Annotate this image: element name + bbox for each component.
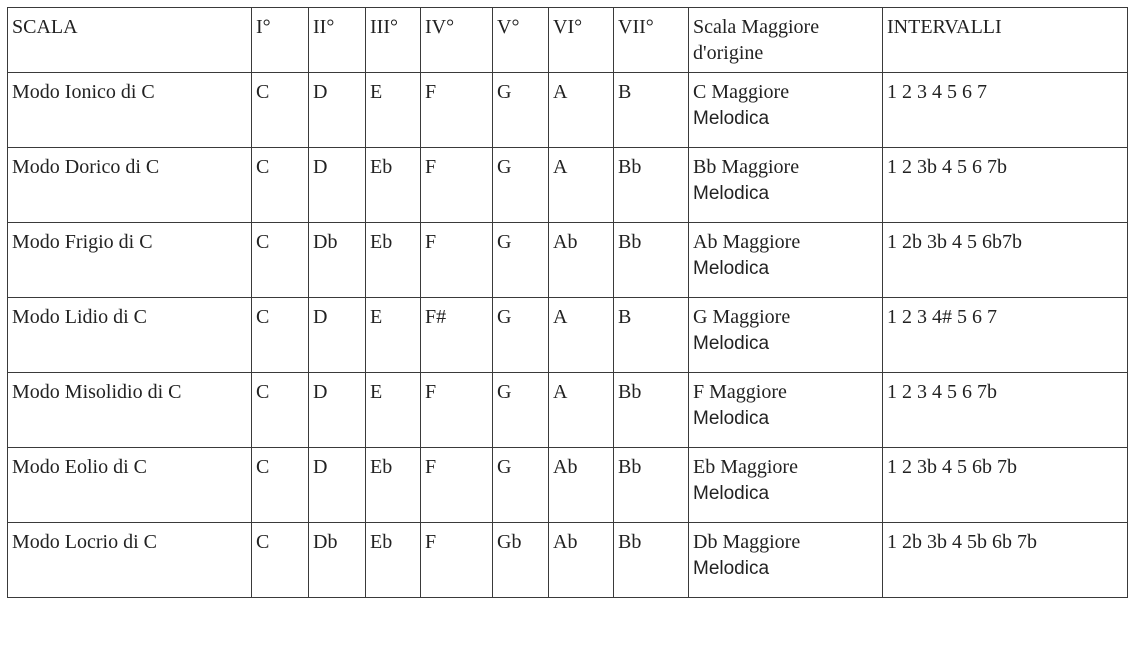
intervals: 1 2b 3b 4 5 6b7b	[883, 223, 1128, 298]
origin-key: Bb Maggiore	[693, 156, 800, 178]
note-degree-4: F	[421, 373, 493, 448]
table-row	[8, 373, 1128, 448]
modes-table	[7, 7, 1128, 598]
note-degree-6: A	[549, 73, 614, 148]
header-degree-5: V°	[493, 8, 549, 73]
origin-scale	[689, 523, 883, 598]
note-degree-1: C	[252, 298, 309, 373]
origin-type: Melodica	[693, 108, 770, 129]
note-degree-2: Db	[309, 523, 366, 598]
note-degree-4: F	[421, 448, 493, 523]
intervals: 1 2 3 4 5 6 7	[883, 73, 1128, 148]
note-degree-2: D	[309, 448, 366, 523]
note-degree-3: Eb	[366, 148, 421, 223]
note-degree-6: A	[549, 148, 614, 223]
note-degree-1: C	[252, 523, 309, 598]
note-degree-5: G	[493, 448, 549, 523]
note-degree-7: Bb	[614, 223, 689, 298]
note-degree-6: A	[549, 373, 614, 448]
origin-scale	[689, 298, 883, 373]
origin-type: Melodica	[693, 183, 770, 204]
note-degree-2: Db	[309, 223, 366, 298]
origin-type: Melodica	[693, 483, 770, 504]
origin-key: Db Maggiore	[693, 531, 801, 553]
header-row	[8, 8, 1128, 73]
origin-type: Melodica	[693, 558, 770, 579]
origin-type: Melodica	[693, 408, 770, 429]
note-degree-5: G	[493, 373, 549, 448]
note-degree-7: Bb	[614, 523, 689, 598]
note-degree-6: Ab	[549, 523, 614, 598]
note-degree-2: D	[309, 73, 366, 148]
note-degree-7: B	[614, 73, 689, 148]
origin-scale	[689, 223, 883, 298]
header-degree-1: I°	[252, 8, 309, 73]
header-degree-4: IV°	[421, 8, 493, 73]
origin-type: Melodica	[693, 333, 770, 354]
note-degree-3: E	[366, 298, 421, 373]
origin-scale	[689, 373, 883, 448]
note-degree-1: C	[252, 373, 309, 448]
note-degree-1: C	[252, 148, 309, 223]
note-degree-7: B	[614, 298, 689, 373]
note-degree-3: Eb	[366, 223, 421, 298]
header-degree-3: III°	[366, 8, 421, 73]
mode-name: Modo Lidio di C	[8, 298, 252, 373]
note-degree-1: C	[252, 73, 309, 148]
note-degree-5: G	[493, 73, 549, 148]
header-origin-line1: Scala Maggiore	[693, 16, 820, 38]
origin-key: C Maggiore	[693, 81, 790, 103]
table-row	[8, 148, 1128, 223]
note-degree-3: Eb	[366, 448, 421, 523]
header-scala: SCALA	[8, 8, 252, 73]
note-degree-7: Bb	[614, 448, 689, 523]
header-degree-7: VII°	[614, 8, 689, 73]
mode-name: Modo Frigio di C	[8, 223, 252, 298]
note-degree-5: G	[493, 148, 549, 223]
note-degree-3: E	[366, 373, 421, 448]
intervals: 1 2 3b 4 5 6b 7b	[883, 448, 1128, 523]
intervals: 1 2b 3b 4 5b 6b 7b	[883, 523, 1128, 598]
table-row	[8, 523, 1128, 598]
mode-name: Modo Locrio di C	[8, 523, 252, 598]
header-intervals: INTERVALLI	[883, 8, 1128, 73]
note-degree-6: Ab	[549, 448, 614, 523]
header-origin-line2: d'origine	[693, 42, 764, 64]
table-row	[8, 223, 1128, 298]
note-degree-4: F	[421, 148, 493, 223]
note-degree-7: Bb	[614, 373, 689, 448]
table-body	[8, 8, 1128, 598]
intervals: 1 2 3 4# 5 6 7	[883, 298, 1128, 373]
mode-name: Modo Misolidio di C	[8, 373, 252, 448]
note-degree-2: D	[309, 148, 366, 223]
table-row	[8, 298, 1128, 373]
note-degree-2: D	[309, 373, 366, 448]
origin-key: F Maggiore	[693, 381, 787, 403]
header-origin-scale	[689, 8, 883, 73]
note-degree-6: A	[549, 298, 614, 373]
note-degree-5: G	[493, 298, 549, 373]
note-degree-7: Bb	[614, 148, 689, 223]
origin-scale	[689, 148, 883, 223]
note-degree-4: F	[421, 523, 493, 598]
origin-key: G Maggiore	[693, 306, 791, 328]
note-degree-1: C	[252, 448, 309, 523]
note-degree-1: C	[252, 223, 309, 298]
note-degree-4: F	[421, 223, 493, 298]
mode-name: Modo Dorico di C	[8, 148, 252, 223]
table-row	[8, 73, 1128, 148]
note-degree-6: Ab	[549, 223, 614, 298]
origin-key: Eb Maggiore	[693, 456, 798, 478]
note-degree-3: E	[366, 73, 421, 148]
note-degree-5: G	[493, 223, 549, 298]
origin-scale	[689, 448, 883, 523]
header-degree-2: II°	[309, 8, 366, 73]
origin-scale	[689, 73, 883, 148]
intervals: 1 2 3b 4 5 6 7b	[883, 148, 1128, 223]
note-degree-3: Eb	[366, 523, 421, 598]
table-row	[8, 448, 1128, 523]
origin-key: Ab Maggiore	[693, 231, 801, 253]
note-degree-2: D	[309, 298, 366, 373]
mode-name: Modo Ionico di C	[8, 73, 252, 148]
mode-name: Modo Eolio di C	[8, 448, 252, 523]
origin-type: Melodica	[693, 258, 770, 279]
note-degree-4: F#	[421, 298, 493, 373]
header-degree-6: VI°	[549, 8, 614, 73]
intervals: 1 2 3 4 5 6 7b	[883, 373, 1128, 448]
note-degree-5: Gb	[493, 523, 549, 598]
note-degree-4: F	[421, 73, 493, 148]
